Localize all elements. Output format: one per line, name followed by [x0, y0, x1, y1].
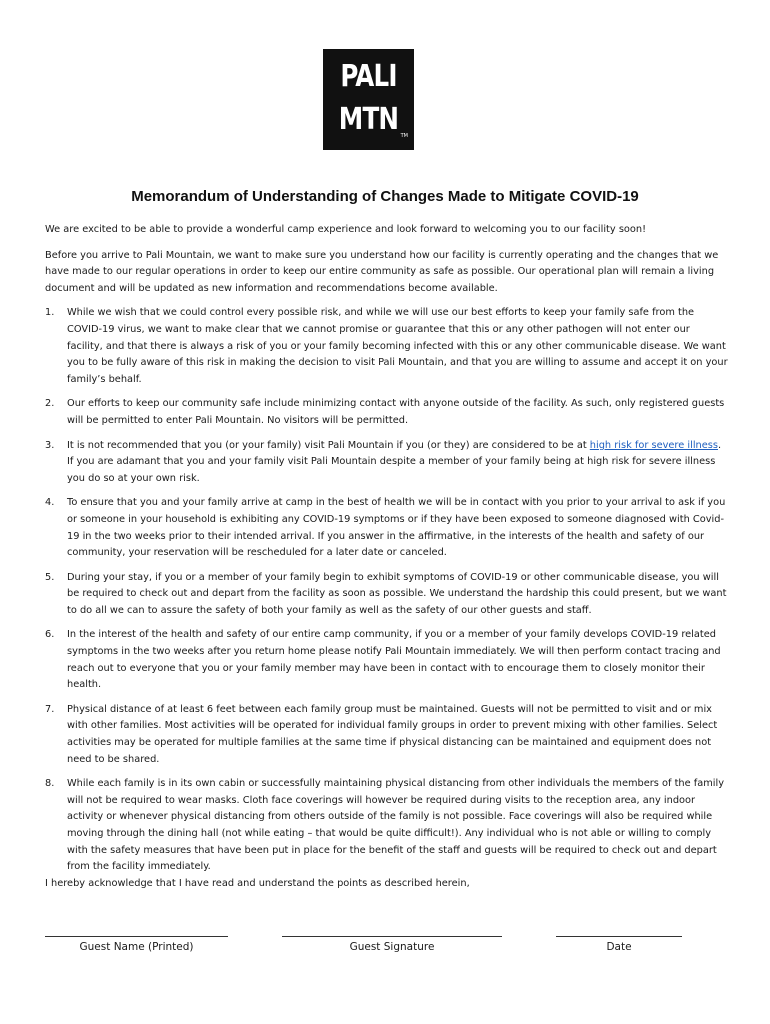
document-body [45, 222, 728, 892]
item-number: 5. [45, 571, 55, 583]
item-number: 8. [45, 778, 55, 790]
logo-line-2: MTN [338, 102, 399, 137]
list-item [45, 627, 728, 693]
item-text: Our efforts to keep our community safe include minimizing contact with anyone outside of the facility. As such, only registered guests will be permitted to enter Pali Mountain. No visitors will be permitted. [67, 398, 725, 426]
list-item [45, 702, 728, 768]
date-block [556, 926, 682, 958]
date-label: Date [606, 941, 632, 953]
list-item [45, 570, 728, 620]
item-text: To ensure that you and your family arrive at camp in the best of health we will be in contact with you prior to your arrival to ask if you or someone in your household is exhibiting any COVID-19 symptoms or if they have been exposed to someone diagnosed with Covid-19 in the two weeks prior to their intended arrival. If you answer in the affirmative, in the interests of the health and safety of our community, your reservation will be rescheduled for a later date or canceled. [67, 497, 726, 559]
item-text: During your stay, if you or a member of your family begin to exhibit symptoms of COVID-19 or other communicable disease, you will be required to check out and depart from the facility as soon as possible. We understand the hardship this could present, but we want to do all we can to assure the safety of both your family as well as the safety of our other guests and staff. [67, 571, 727, 616]
page-title: Memorandum of Understanding of Changes Made to Mitigate COVID-19 [131, 188, 639, 205]
guest-name-label: Guest Name (Printed) [79, 941, 194, 953]
item-number: 7. [45, 703, 55, 715]
logo-trademark: TM [400, 133, 408, 139]
item-text: Physical distance of at least 6 feet between each family group must be maintained. Guests will not be permitted to visit and or mix with other families. Most activities will be operated for individual family groups in order to prevent mixing with other families. Select activities may be operated for multiple families at the same time if physical distancing can be maintained and equipment does not need to be shared. [67, 703, 718, 765]
pali-mtn-logo [323, 49, 414, 150]
item-text-pre: It is not recommended that you (or your family) visit Pali Mountain if you (or they) are considered to be at [67, 439, 590, 451]
high-risk-link[interactable]: high risk for severe illness [589, 439, 719, 451]
list-item [45, 776, 728, 876]
list-item [45, 495, 728, 561]
item-number: 6. [45, 629, 55, 641]
item-number: 1. [45, 307, 55, 319]
logo-line-1: PALI [340, 59, 397, 94]
item-number: 4. [45, 497, 55, 509]
before-paragraph: Before you arrive to Pali Mountain, we want to make sure you understand how our facility is currently operating and the changes that we have made to our regular operations in order to keep our entire community as safe as possible. Our operational plan will remain a living document and will be updated as new information and recommendations become available. [45, 249, 719, 294]
item-number: 2. [45, 398, 55, 410]
list-item [45, 305, 728, 388]
terms-list [45, 305, 728, 875]
date-line[interactable] [556, 926, 682, 937]
item-text-post: . If you are adamant that you and your family visit Pali Mountain despite a member of your family being at high risk for severe illness you do so at your own risk. [67, 439, 722, 484]
item-number: 3. [45, 439, 55, 451]
item-text: While each family is in its own cabin or successfully maintaining physical distancing from other individuals the members of the family will not be required to wear masks. Cloth face coverings will however be required during visits to the reception area, any indoor activity or whenever physical distancing from others outside of the family is not possible. Face coverings will also be required while moving through the dining hall (not while eating – that would be quite difficult!). Any individual who is not able or willing to comply with the safety measures that have been put in place for the benefit of the staff and guests will be required to check out and depart from the facility immediately. [67, 778, 725, 873]
guest-signature-line[interactable] [282, 926, 502, 937]
guest-name-line[interactable] [45, 926, 228, 937]
guest-name-block [45, 926, 228, 958]
intro-paragraph: We are excited to be able to provide a wonderful camp experience and look forward to welcoming you to our facility soon! [45, 224, 647, 235]
guest-signature-label: Guest Signature [349, 941, 435, 953]
guest-signature-block [282, 926, 502, 958]
acknowledgement: I hereby acknowledge that I have read and understand the points as described herein, [45, 877, 470, 889]
list-item [45, 396, 728, 429]
item-text: In the interest of the health and safety of our entire camp community, if you or a member of your family develops COVID-19 related symptoms in the two weeks after you return home please notify Pali Mountain immediately. We will then perform contact tracing and reach out to everyone that you or your family member may have been in contact with to encourage them to closely monitor their health. [67, 629, 721, 691]
item-text: While we wish that we could control every possible risk, and while we will use our best efforts to keep your family safe from the COVID-19 virus, we want to make clear that we cannot promise or guarantee that this or any other pathogen will not enter our facility, and that there is always a risk of you or your family becoming infected with this or any other communicable disease. We want you to be fully aware of this risk in making the decision to visit Pali Mountain, and that you are willing to assume and accept it on your family’s behalf. [67, 307, 728, 385]
list-item [45, 438, 728, 488]
